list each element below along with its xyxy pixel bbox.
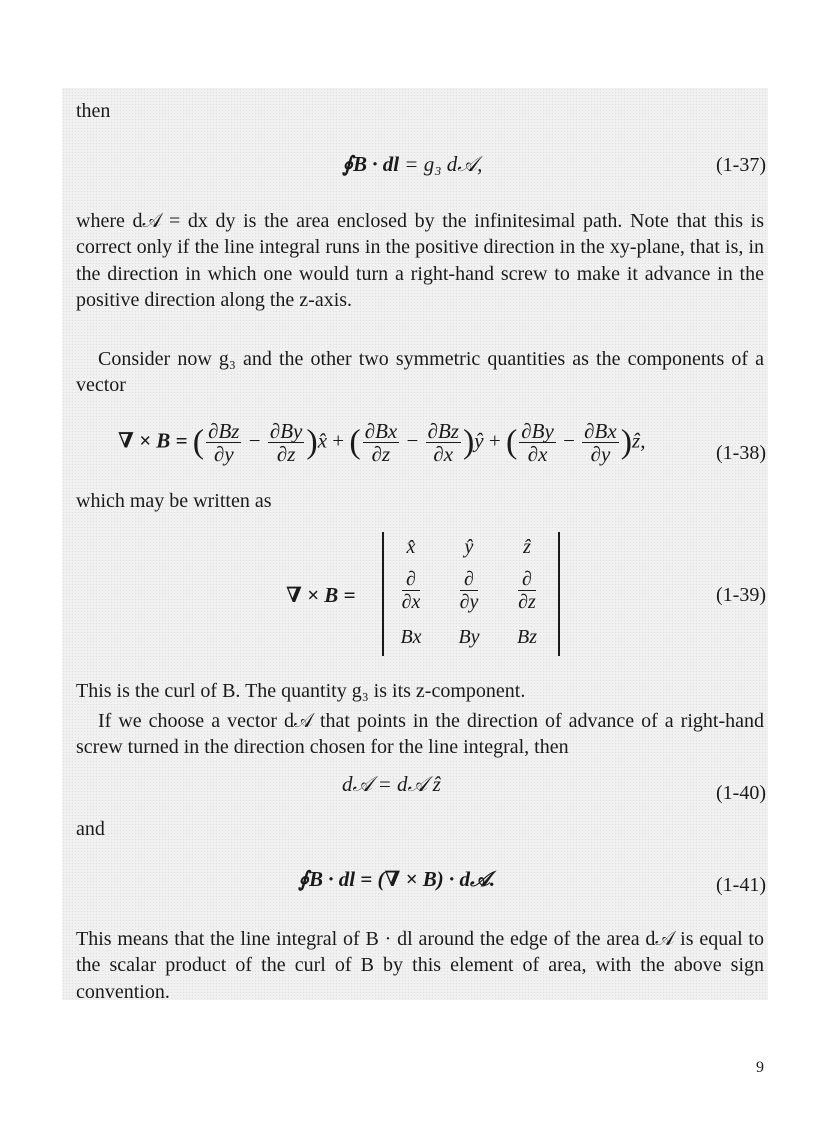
eq38-number: (1-38) [716, 442, 766, 464]
det-cell: ŷ [464, 536, 474, 558]
eq38-frac-4: $\frac{\partial Bz}{\partial x}$ [427, 419, 459, 466]
det-cell: $\frac{\partial}{\partial y}$ [459, 568, 479, 613]
paragraph-where: where d𝒜 = dx dy is the area enclosed by the infinitesimal path. Note that this is correct only if the line integral runs in the positive direction in the xy-plane, that is, in the direction in which one would turn a right-hand screw to make it advance in the positive direction along the z-axis. [76, 210, 764, 312]
eq38-frac-5: $\frac{\partial By}{\partial x}$ [521, 419, 554, 466]
eq38-unit-y: ŷ [474, 428, 484, 453]
paragraph-means: This means that the line integral of B · dl around the edge of the area d𝒜 is equal to the scalar product of the curl of B by this element of area, with the above sign convention. [76, 928, 764, 1003]
det-cell: x̂ [406, 536, 416, 558]
paragraph-consider: Consider now g₃ and the other two symmetric quantities as the components of a vector [76, 348, 764, 397]
eq38-frac-6: $\frac{\partial Bx}{\partial y}$ [584, 419, 617, 466]
eq37-lhs: ∮B · dl [342, 152, 400, 176]
equation-1-41 [298, 866, 495, 892]
eq39-lhs: ∇ × B = [286, 583, 356, 607]
eq38-unit-x: x̂ [317, 428, 328, 453]
paragraph-and: and [76, 818, 105, 840]
eq37-rhs: = g₃ d𝒜, [404, 152, 483, 176]
det-cell: ẑ [523, 536, 531, 558]
paragraph-then: then [76, 100, 111, 122]
page-number: 9 [756, 1059, 764, 1076]
eq38-lhs: ∇ × B = [118, 428, 188, 453]
eq38-frac-1: $\frac{\partial Bz}{\partial y}$ [208, 419, 240, 466]
equation-1-37 [342, 152, 482, 177]
determinant [382, 532, 560, 656]
eq38-frac-2: $\frac{\partial By}{\partial z}$ [269, 419, 303, 466]
det-cell: By [458, 626, 480, 648]
det-cell: Bz [517, 626, 537, 648]
eq41-text: ∮B · dl = (∇ × B) · d𝒜. [298, 867, 496, 891]
eq38-unit-z: ẑ, [632, 428, 646, 453]
eq41-number: (1-41) [716, 874, 766, 896]
eq38-frac-3: $\frac{\partial Bx}{\partial z}$ [364, 419, 398, 466]
det-cell: Bx [400, 626, 422, 648]
paragraph-if: If we choose a vector d𝒜 that points in the direction of advance of a right-hand screw turned in the direction chosen for the line integral, then [76, 710, 764, 759]
paragraph-curl: This is the curl of B. The quantity g₃ is its z-component. [76, 680, 526, 702]
det-cell: $\frac{\partial}{\partial x}$ [401, 568, 421, 613]
eq39-number: (1-39) [716, 584, 766, 606]
equation-1-38: ∇ × B = ( $\frac{\partial Bz}{\partial y}$ − $\frac{\partial By}{\partial z}$ )x̂ + ( $\frac{\partial Bx}{\partial z}$ − $\frac{\partial Bz}{\partial x}$ )ŷ + ( $\frac{\partial By}{\partial x}$ − $\frac{\partial Bx}{\partial y}$ )ẑ, [118, 419, 646, 466]
paragraph-which: which may be written as [76, 490, 272, 512]
eq37-number: (1-37) [716, 154, 766, 176]
equation-1-40: d𝒜 = d𝒜 ẑ [342, 772, 441, 796]
eq40-number: (1-40) [716, 782, 766, 804]
det-cell: $\frac{\partial}{\partial z}$ [518, 568, 536, 613]
